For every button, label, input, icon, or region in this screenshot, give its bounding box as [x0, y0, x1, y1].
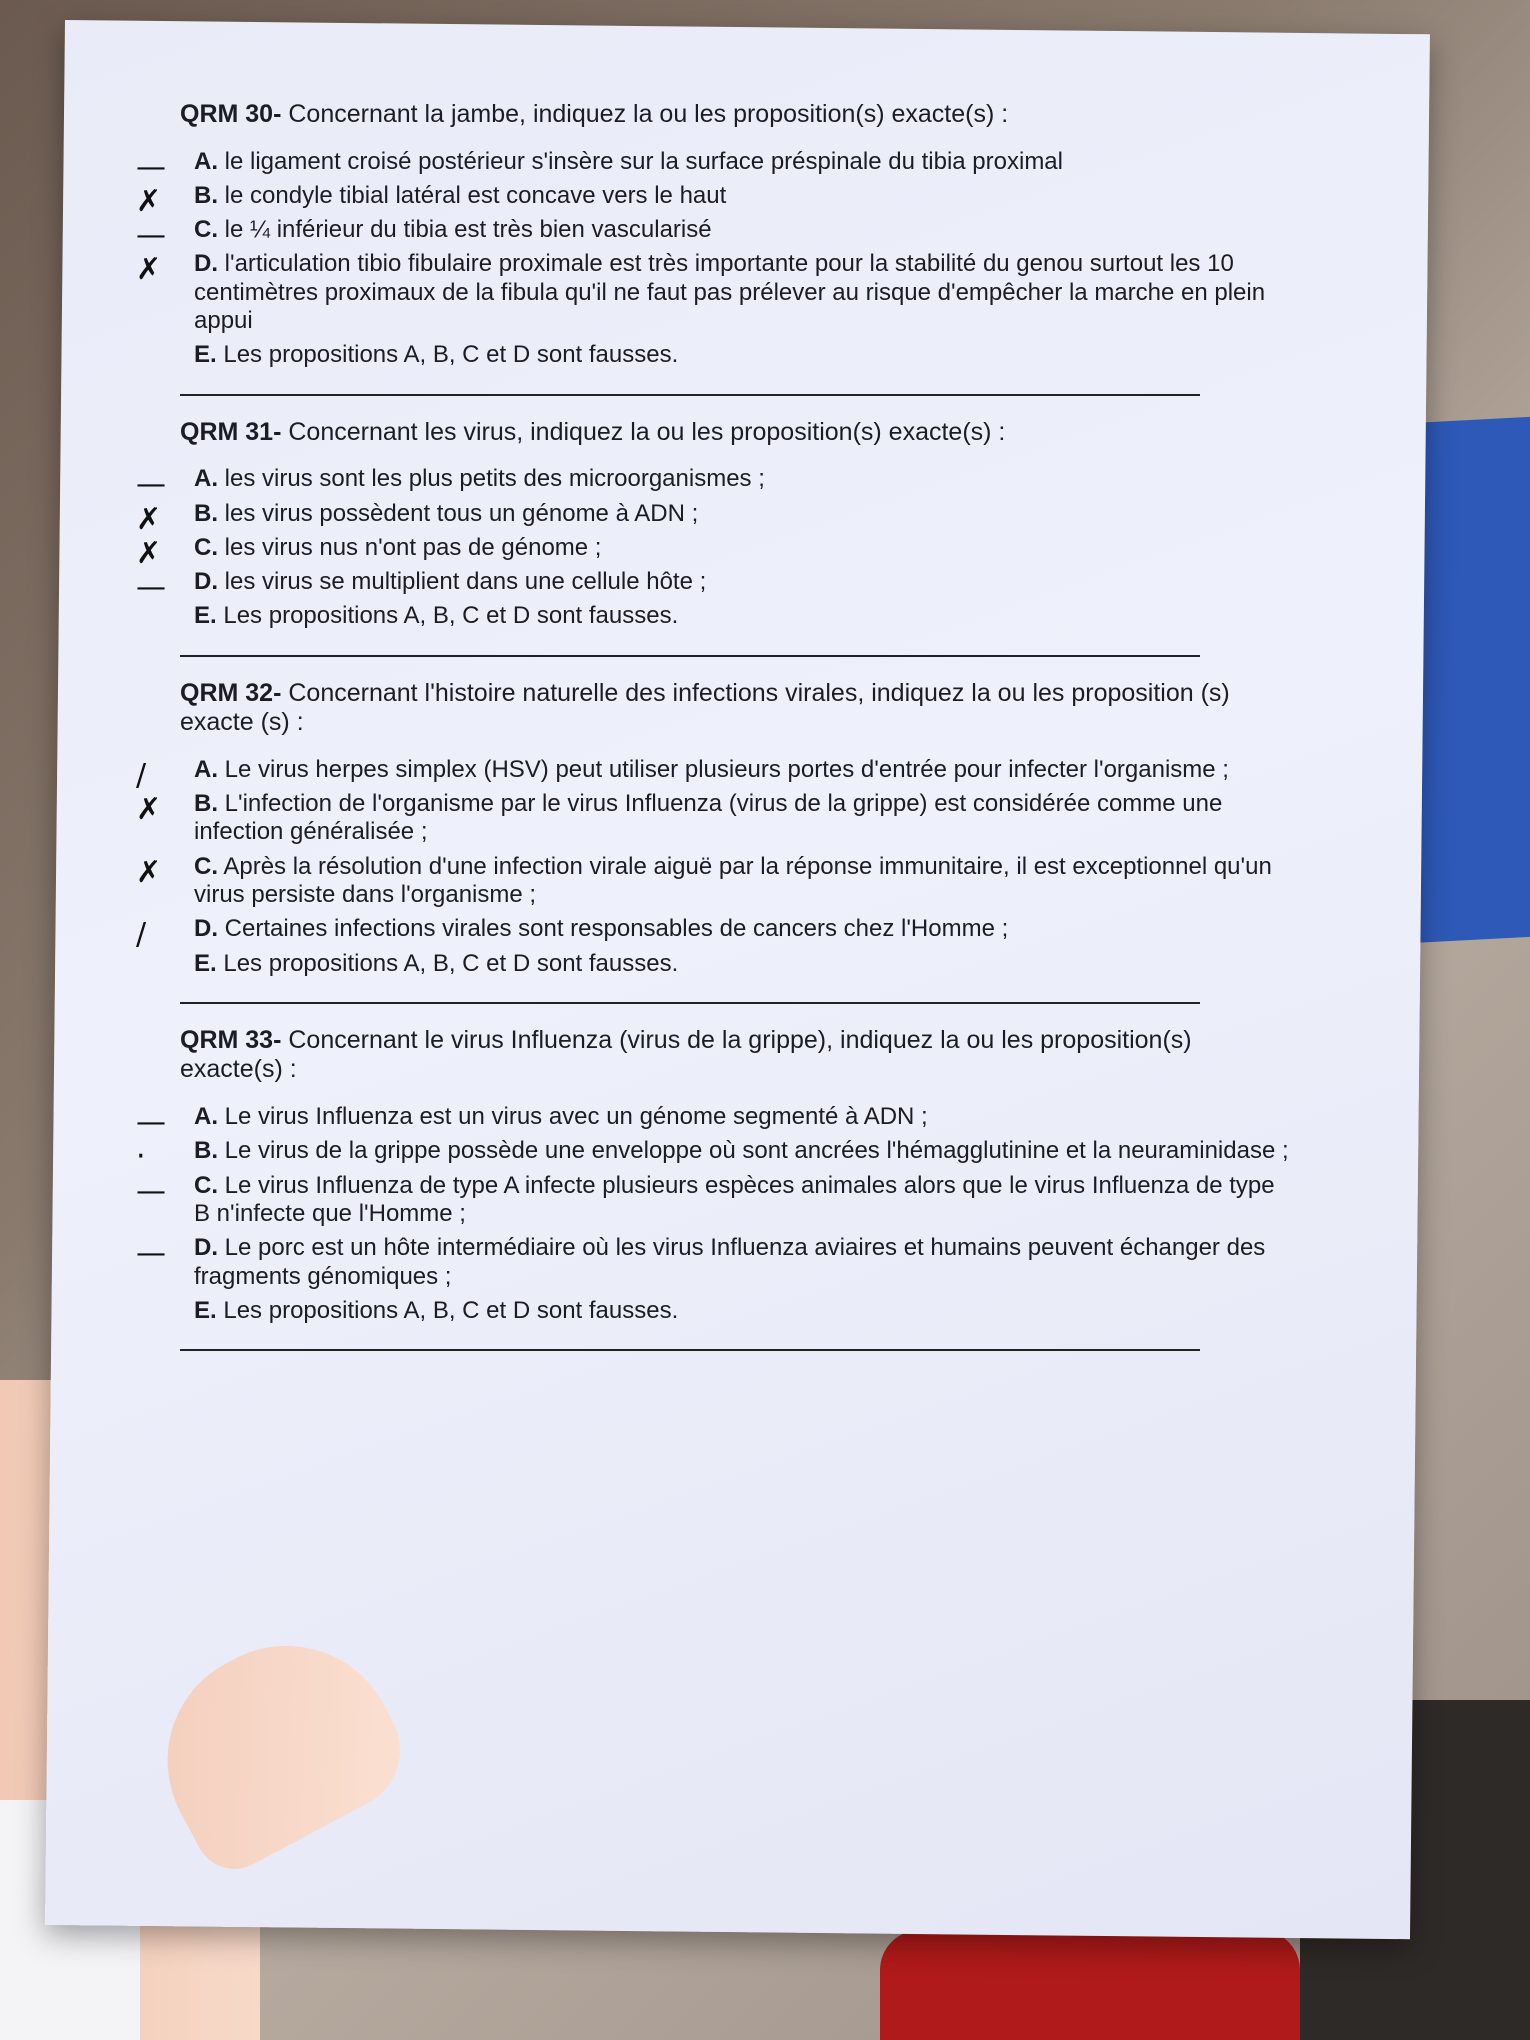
option: ✗ C. les virus nus n'ont pas de génome ; — [136, 533, 602, 571]
option: E. Les propositions A, B, C et D sont fausses. — [194, 949, 679, 977]
question-stem: Concernant l'histoire naturelle des infections virales, indiquez la ou les proposition (s) exacte (s) : — [180, 678, 1230, 737]
option: ✗ C. Après la résolution d'une infection virale aiguë par la réponse immunitaire, il est exceptionnel qu'un virus persiste dans l'organisme ; — [136, 852, 1272, 908]
exam-content — [136, 100, 1290, 1373]
handwritten-mark: · — [136, 1139, 146, 1175]
handwritten-mark: — — [136, 1173, 166, 1209]
divider — [180, 1002, 1200, 1004]
option: ✗ B. le condyle tibial latéral est concave vers le haut — [136, 181, 727, 219]
handwritten-mark: ✗ — [136, 535, 162, 571]
question-title — [180, 1026, 1290, 1085]
option: — C. Le virus Influenza de type A infecte plusieurs espèces animales alors que le virus Influenza de type B n'infecte que l'Homme ; — [136, 1171, 1275, 1227]
handwritten-mark: ✗ — [136, 183, 162, 219]
question-title — [180, 100, 1290, 130]
question-number: QRM 32- — [180, 678, 282, 707]
option: E. Les propositions A, B, C et D sont fausses. — [194, 602, 679, 630]
handwritten-mark: ✗ — [136, 252, 162, 288]
handwritten-mark: / — [136, 917, 147, 953]
question-31 — [136, 417, 1290, 631]
background-blue-book — [1410, 417, 1530, 943]
handwritten-mark: — — [136, 218, 166, 254]
question-stem: Concernant les virus, indiquez la ou les proposition(s) exacte(s) : — [288, 417, 1006, 446]
option: E. Les propositions A, B, C et D sont fausses. — [194, 341, 679, 369]
handwritten-mark: / — [136, 757, 147, 793]
option: — D. les virus se multiplient dans une cellule hôte ; — [136, 568, 707, 606]
question-number: QRM 31- — [180, 417, 282, 446]
divider — [180, 655, 1200, 657]
option: — A. les virus sont les plus petits des microorganismes ; — [136, 465, 765, 503]
question-title — [180, 418, 1290, 448]
handwritten-mark: — — [136, 149, 166, 185]
handwritten-mark: ✗ — [136, 501, 162, 537]
question-30 — [136, 100, 1290, 370]
handwritten-mark: — — [136, 467, 166, 503]
question-title — [180, 679, 1290, 738]
divider — [180, 1349, 1200, 1351]
question-number: QRM 30- — [180, 100, 282, 128]
divider — [180, 394, 1200, 396]
option: E. Les propositions A, B, C et D sont fausses. — [194, 1296, 679, 1324]
background-red-fabric — [880, 1930, 1300, 2040]
handwritten-mark: — — [136, 1104, 166, 1140]
option: ✗ B. les virus possèdent tous un génome à ADN ; — [136, 499, 699, 537]
handwritten-mark: — — [136, 1236, 166, 1272]
option: / A. Le virus herpes simplex (HSV) peut utiliser plusieurs portes d'entrée pour infecter l'organisme ; — [136, 755, 1229, 793]
option: — A. le ligament croisé postérieur s'insère sur la surface préspinale du tibia proximal — [136, 147, 1063, 185]
handwritten-mark: ✗ — [136, 792, 162, 828]
handwritten-mark: — — [136, 570, 166, 606]
option: — D. Le porc est un hôte intermédiaire où les virus Influenza aviaires et humains peuvent échanger des fragments génomiques ; — [136, 1234, 1266, 1290]
question-stem: Concernant la jambe, indiquez la ou les proposition(s) exacte(s) : — [288, 100, 1009, 128]
option: ✗ D. l'articulation tibio fibulaire proximale est très importante pour la stabilité du genou surtout les 10 centimètres proximaux de la fibula qu'il ne faut pas prélever au risque d'empêcher la marche en plein appui — [136, 250, 1266, 335]
handwritten-mark: ✗ — [136, 854, 162, 890]
question-32 — [136, 678, 1290, 978]
option: / D. Certaines infections virales sont responsables de cancers chez l'Homme ; — [136, 915, 1009, 953]
option: ✗ B. L'infection de l'organisme par le virus Influenza (virus de la grippe) est considérée comme une infection généralisée ; — [136, 790, 1223, 846]
question-33 — [136, 1025, 1290, 1325]
option: — C. le ¼ inférieur du tibia est très bien vascularisé — [136, 216, 712, 254]
option: · B. Le virus de la grippe possède une enveloppe où sont ancrées l'hémagglutinine et la neuraminidase ; — [136, 1137, 1289, 1175]
option: — A. Le virus Influenza est un virus avec un génome segmenté à ADN ; — [136, 1102, 928, 1140]
question-number: QRM 33- — [180, 1025, 282, 1054]
question-stem: Concernant le virus Influenza (virus de la grippe), indiquez la ou les proposition(s) exacte(s) : — [180, 1025, 1192, 1084]
